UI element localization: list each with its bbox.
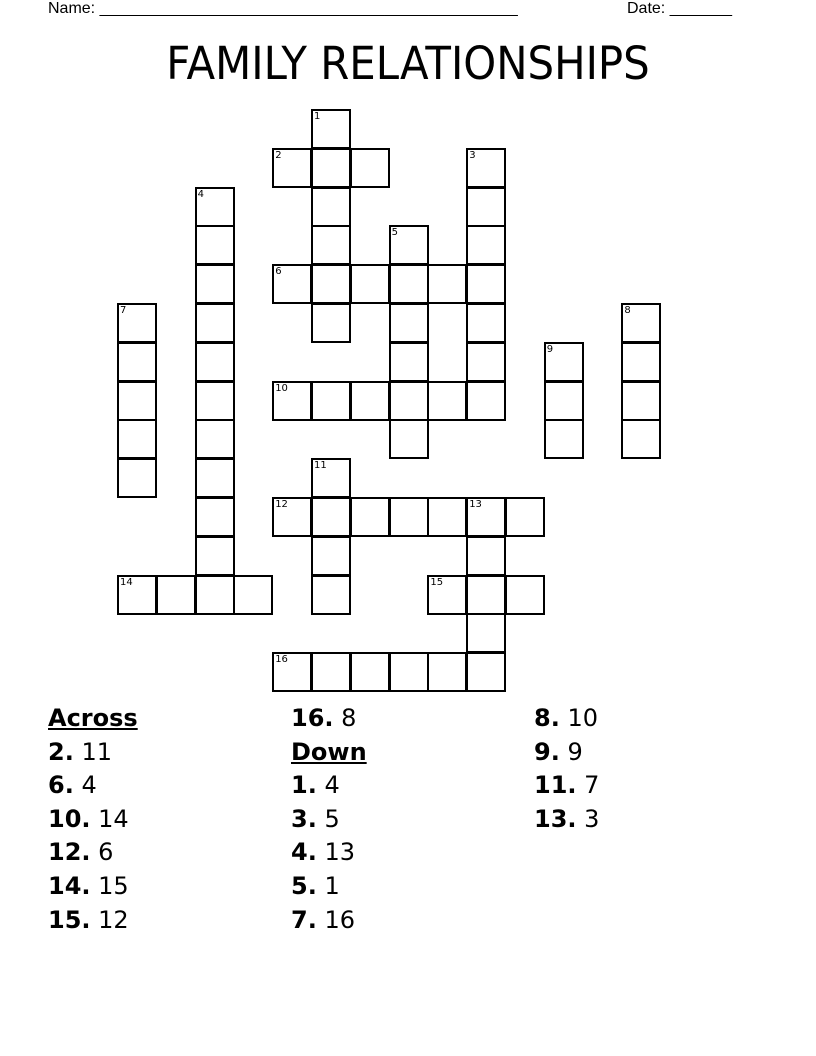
crossword-cell[interactable]: [466, 264, 506, 304]
crossword-cell[interactable]: [427, 381, 467, 421]
crossword-cell[interactable]: [195, 497, 235, 537]
clue-number-label: 10: [275, 382, 288, 394]
crossword-cell[interactable]: [466, 497, 506, 537]
crossword-cell[interactable]: [389, 419, 429, 459]
clue-text: 16: [316, 905, 355, 934]
clue-section-heading: [291, 736, 367, 770]
crossword-cell[interactable]: [621, 381, 661, 421]
crossword-cell[interactable]: [466, 652, 506, 692]
crossword-cell[interactable]: [466, 613, 506, 653]
crossword-cell[interactable]: [505, 497, 545, 537]
crossword-cell[interactable]: [195, 264, 235, 304]
crossword-cell[interactable]: [389, 652, 429, 692]
crossword-cell[interactable]: [466, 575, 506, 615]
crossword-cell[interactable]: [311, 109, 351, 149]
crossword-cell[interactable]: [233, 575, 273, 615]
clue-text: 5: [316, 804, 340, 833]
clue-number: 3.: [291, 804, 317, 833]
crossword-cell[interactable]: [544, 342, 584, 382]
clue-text: 3: [576, 804, 600, 833]
crossword-cell[interactable]: [466, 225, 506, 265]
clue-number: 13.: [534, 804, 577, 833]
crossword-cell[interactable]: [195, 225, 235, 265]
crossword-cell[interactable]: [117, 575, 157, 615]
crossword-cell[interactable]: [311, 652, 351, 692]
crossword-cell[interactable]: [621, 419, 661, 459]
crossword-cell[interactable]: [272, 148, 312, 188]
crossword-cell[interactable]: [195, 187, 235, 227]
clue-number-label: 13: [469, 499, 482, 510]
crossword-cell[interactable]: [156, 575, 196, 615]
crossword-cell[interactable]: [621, 342, 661, 382]
crossword-cell[interactable]: [466, 536, 506, 576]
crossword-cell[interactable]: [466, 148, 506, 188]
crossword-cell[interactable]: [311, 264, 351, 304]
crossword-cell[interactable]: [117, 342, 157, 382]
crossword-cell[interactable]: [311, 497, 351, 537]
crossword-cell[interactable]: [311, 148, 351, 188]
crossword-cell[interactable]: [350, 264, 390, 304]
crossword-cell[interactable]: [389, 381, 429, 421]
page-title: FAMILY RELATIONSHIPS: [166, 37, 650, 90]
clue-number-label: 12: [275, 499, 288, 510]
crossword-cell[interactable]: [117, 458, 157, 498]
crossword-cell[interactable]: [117, 381, 157, 421]
clue-number: 11.: [534, 771, 577, 800]
clue-number: 10.: [48, 804, 91, 833]
crossword-cell[interactable]: [311, 381, 351, 421]
clue-number: 2.: [48, 737, 74, 766]
clue-number-label: 9: [546, 343, 554, 355]
crossword-cell[interactable]: [272, 497, 312, 537]
crossword-cell[interactable]: [389, 225, 429, 265]
clue-number: 12.: [48, 838, 91, 867]
crossword-cell[interactable]: [427, 497, 467, 537]
clue-text: 13: [316, 838, 355, 867]
clue-item: [534, 736, 599, 770]
clue-text: 1: [316, 871, 340, 900]
clue-text: 12: [90, 905, 129, 934]
clue-heading-text: Across: [48, 704, 138, 732]
crossword-cell[interactable]: [389, 264, 429, 304]
clue-item: [48, 769, 138, 803]
clue-number: 8.: [534, 704, 560, 732]
clue-item: [291, 769, 367, 803]
clue-number-label: 5: [391, 227, 398, 239]
clue-number-label: 15: [430, 576, 444, 588]
clue-item: [48, 870, 138, 904]
clues-column-2: [291, 702, 367, 937]
clue-text: 8: [333, 704, 357, 732]
crossword-cell[interactable]: [505, 575, 545, 615]
clue-number: 6.: [48, 771, 74, 800]
clue-number-label: 8: [624, 305, 631, 316]
crossword-cell[interactable]: [311, 187, 351, 227]
clue-number: 4.: [291, 838, 317, 867]
crossword-cell[interactable]: [272, 381, 312, 421]
crossword-cell[interactable]: [427, 264, 467, 304]
crossword-cell[interactable]: [544, 419, 584, 459]
crossword-cell[interactable]: [350, 497, 390, 537]
clue-item: [534, 769, 599, 803]
crossword-cell[interactable]: [621, 303, 661, 343]
crossword-cell[interactable]: [272, 264, 312, 304]
crossword-cell[interactable]: [195, 303, 235, 343]
crossword-cell[interactable]: [466, 187, 506, 227]
crossword-cell[interactable]: [311, 303, 351, 343]
crossword-cell[interactable]: [427, 652, 467, 692]
crossword-cell[interactable]: [389, 342, 429, 382]
clue-number-label: 3: [469, 149, 476, 161]
crossword-cell[interactable]: [195, 536, 235, 576]
crossword-cell[interactable]: [195, 458, 235, 498]
crossword-cell[interactable]: [117, 303, 157, 343]
clue-heading-text: Down: [291, 737, 367, 766]
clue-number-label: 11: [314, 460, 327, 472]
clue-item: [291, 836, 367, 870]
crossword-cell[interactable]: [195, 342, 235, 382]
clue-section-heading: [48, 702, 138, 736]
clue-text: 9: [559, 737, 583, 766]
clue-number: 15.: [48, 905, 91, 934]
clue-number-label: 4: [197, 188, 204, 200]
crossword-cell[interactable]: [389, 303, 429, 343]
clue-item: [291, 803, 367, 837]
clues-column-3: [534, 702, 599, 836]
clue-number-label: 1: [314, 111, 321, 122]
crossword-cell[interactable]: [350, 148, 390, 188]
clue-number: 1.: [291, 771, 317, 800]
clue-number: 16.: [291, 704, 334, 732]
crossword-cell[interactable]: [311, 575, 351, 615]
clue-item: [48, 803, 138, 837]
clue-text: 4: [73, 771, 97, 800]
clue-item: [48, 904, 138, 938]
crossword-cell[interactable]: [350, 381, 390, 421]
clue-item: [291, 904, 367, 938]
crossword-cell[interactable]: [311, 225, 351, 265]
clue-text: 10: [559, 704, 598, 732]
crossword-cell[interactable]: [466, 342, 506, 382]
crossword-cell[interactable]: [466, 303, 506, 343]
clue-number: 7.: [291, 905, 317, 934]
clue-number-label: 2: [275, 149, 282, 161]
clue-number-label: 14: [120, 576, 133, 588]
crossword-cell[interactable]: [311, 536, 351, 576]
clue-item: [534, 702, 599, 736]
clue-text: 15: [90, 871, 129, 900]
clue-item: [48, 836, 138, 870]
clue-number-label: 16: [275, 654, 288, 666]
crossword-cell[interactable]: [272, 652, 312, 692]
clue-number: 9.: [534, 737, 560, 766]
clue-text: 6: [90, 838, 114, 867]
date-field-line: Date: _______: [627, 0, 732, 17]
crossword-cell[interactable]: [350, 652, 390, 692]
crossword-cell[interactable]: [195, 419, 235, 459]
clues-column-1: [48, 702, 138, 937]
clue-item: [291, 870, 367, 904]
clue-number: 5.: [291, 871, 317, 900]
crossword-cell[interactable]: [195, 575, 235, 615]
crossword-cell[interactable]: [117, 419, 157, 459]
clue-number-label: 6: [275, 266, 282, 278]
name-field-line: Name: _______________________________________________: [48, 0, 518, 17]
clue-item: [48, 736, 138, 770]
clue-number-label: 7: [120, 305, 127, 316]
clue-item: [534, 803, 599, 837]
crossword-cell[interactable]: [389, 497, 429, 537]
clue-number: 14.: [48, 871, 91, 900]
clue-item: [291, 702, 367, 736]
clue-text: 14: [90, 804, 129, 833]
crossword-cell[interactable]: [427, 575, 467, 615]
crossword-cell[interactable]: [544, 381, 584, 421]
crossword-cell[interactable]: [466, 381, 506, 421]
crossword-cell[interactable]: [195, 381, 235, 421]
clue-text: 7: [576, 771, 600, 800]
crossword-cell[interactable]: [311, 458, 351, 498]
clue-text: 4: [316, 771, 340, 800]
clue-text: 11: [73, 737, 112, 766]
